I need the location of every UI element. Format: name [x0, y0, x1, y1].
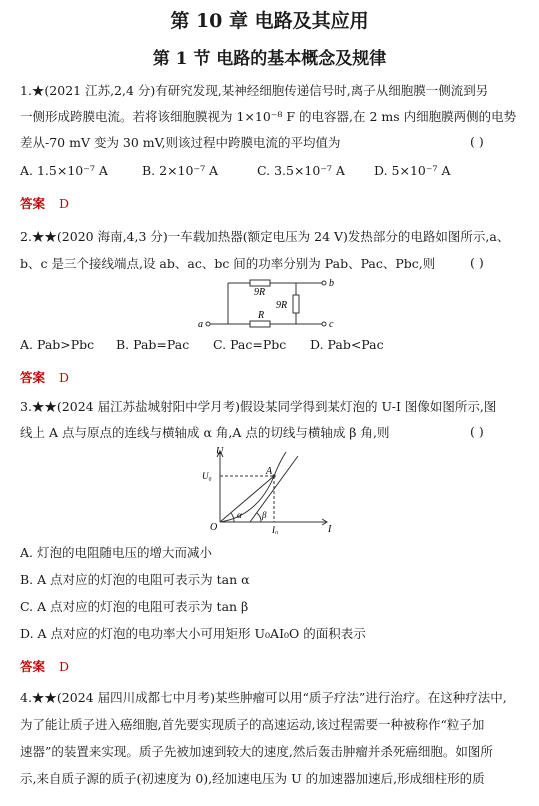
- q1-option-c: C. 3.5×10⁻⁷ A: [257, 163, 345, 178]
- q2-resistor-9r-top: [250, 280, 270, 286]
- q2-option-d: D. Pab<Pac: [310, 337, 384, 352]
- q3-label-i0: I₀: [272, 525, 279, 534]
- q3-answer-paren: ( ): [470, 424, 484, 439]
- q2-option-b: B. Pab=Pac: [116, 337, 190, 352]
- q3-label-i: I: [328, 524, 332, 534]
- q2-label-c: c: [329, 319, 334, 330]
- q4-line-4: 示,来自质子源的质子(初速度为 0),经加速电压为 U 的加速器加速后,形成细柱形的质: [20, 771, 485, 786]
- q2-line-2: b、c 是三个接线端点,设 ab、ac、bc 间的功率分别为 Pab、Pac、Pbc,则: [20, 256, 436, 271]
- q2-option-c: C. Pac=Pbc: [213, 337, 287, 352]
- q2-answer-value: D: [59, 370, 70, 385]
- q3-answer-value: D: [59, 659, 70, 674]
- section-title: 第 1 节 电路的基本概念及规律: [152, 49, 387, 69]
- q1-option-d: D. 5×10⁻⁷ A: [374, 163, 451, 178]
- q3-ui-graph: [198, 446, 340, 534]
- q1-line-3: 差从-70 mV 变为 30 mV,则该过程中跨膜电流的平均值为: [20, 135, 341, 150]
- q1-answer-value: D: [59, 196, 70, 211]
- q2-line-1: 2.★★(2020 海南,4,3 分)一车载加热器(额定电压为 24 V)发热部分的电路如图所示,a、: [20, 229, 510, 244]
- q3-option-b: B. A 点对应的灯泡的电阻可表示为 tan α: [20, 572, 250, 587]
- q1-line-1: 1.★(2021 江苏,2,4 分)有研究发现,某神经细胞传递信号时,离子从细胞膜一侧流到另: [20, 83, 489, 98]
- q3-ui-curve: [220, 452, 286, 522]
- q2-resistor-9r-right: [293, 295, 299, 313]
- q2-answer: [20, 368, 69, 386]
- q3-line-2: 线上 A 点与原点的连线与横轴成 α 角,A 点的切线与横轴成 β 角,则: [20, 425, 390, 440]
- q3-option-d: D. A 点对应的灯泡的电功率大小可用矩形 U₀AI₀O 的面积表示: [20, 626, 366, 641]
- q1-answer-paren: ( ): [470, 134, 484, 149]
- q2-label-a: a: [198, 319, 203, 330]
- q3-option-c: C. A 点对应的灯泡的电阻可表示为 tan β: [20, 599, 249, 614]
- q2-label-9r-top: 9R: [254, 287, 266, 298]
- q2-label-r: R: [258, 310, 265, 321]
- q3-label-a: A: [266, 466, 273, 477]
- q3-label-u0: U₀: [202, 471, 212, 481]
- q1-line-2: 一侧形成跨膜电流。若将该细胞膜视为 1×10⁻⁸ F 的电容器,在 2 ms 内细胞膜两侧的电势: [20, 109, 517, 124]
- q2-terminal-b: [322, 281, 326, 285]
- q3-label-o: O: [210, 522, 218, 533]
- chapter-title: 第 10 章 电路及其应用: [170, 10, 369, 32]
- q2-resistor-r-bottom: [250, 321, 270, 327]
- q3-point-a: [272, 474, 275, 477]
- answer-label: 答案: [20, 370, 46, 385]
- answer-label: 答案: [20, 659, 46, 674]
- q3-line-1: 3.★★(2024 届江苏盐城射阳中学月考)假设某同学得到某灯泡的 U-I 图像如图所示,图: [20, 399, 497, 414]
- q3-label-beta: β: [262, 510, 267, 520]
- q2-label-b: b: [329, 278, 334, 289]
- q4-line-3: 速器”的装置来实现。质子先被加速到较大的速度,然后轰击肿瘤并杀死癌细胞。如图所: [20, 744, 493, 759]
- q4-line-2: 为了能让质子进入癌细胞,首先要实现质子的高速运动,该过程需要一种被称作“粒子加: [20, 717, 485, 732]
- answer-label: 答案: [20, 196, 46, 211]
- q4-line-1: 4.★★(2024 届四川成都七中月考)某些肿瘤可以用“质子疗法”进行治疗。在这种疗法中,: [20, 690, 507, 705]
- q3-answer: [20, 657, 69, 675]
- q2-option-a: A. Pab>Pbc: [20, 337, 95, 352]
- q1-option-b: B. 2×10⁻⁷ A: [142, 163, 219, 178]
- q2-terminal-a: [206, 322, 210, 326]
- q2-answer-paren: ( ): [470, 255, 484, 270]
- q3-option-a: A. 灯泡的电阻随电压的增大而减小: [20, 545, 212, 560]
- q3-label-u: U: [216, 446, 224, 457]
- q2-circuit-diagram: [196, 274, 346, 332]
- q2-terminal-c: [322, 322, 326, 326]
- q1-option-a: A. 1.5×10⁻⁷ A: [20, 163, 108, 178]
- q3-label-alpha: α: [237, 510, 242, 520]
- q1-answer: [20, 194, 69, 212]
- q2-label-9r-right: 9R: [276, 300, 288, 311]
